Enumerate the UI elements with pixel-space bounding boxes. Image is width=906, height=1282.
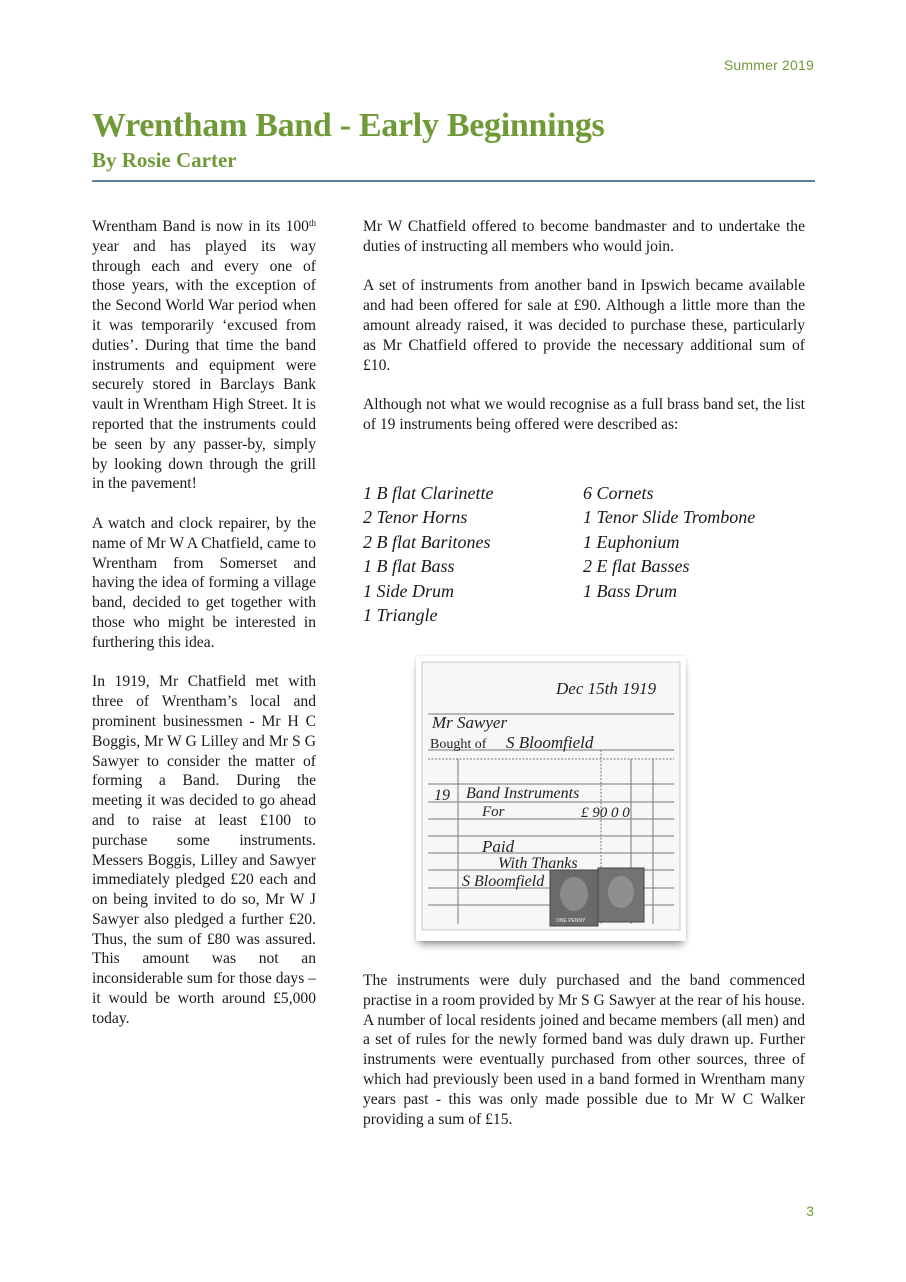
instrument-item: 2 B flat Baritones — [363, 531, 491, 552]
receipt-thanks: With Thanks — [498, 855, 578, 872]
text-fragment: year and has played its way through each and every one of those years, with the exception of the Second World War period when it was temporarily ‘excused from duties’. During that time the band instruments and equipment were securely stored in Barclays Bank vault in Wrentham High Street. It is reported that the instruments could be seen by any passer-by, simply by looking down through the grill in the pavement! — [92, 237, 316, 493]
right-paragraph-1: Mr W Chatfield offered to become bandmaster and to undertake the duties of instructing all members who would join. — [363, 218, 805, 255]
left-paragraph-1 — [92, 217, 316, 494]
left-column — [92, 217, 316, 1048]
postage-stamps — [550, 868, 644, 926]
instrument-item: 1 Tenor Slide Trombone — [583, 507, 756, 528]
left-paragraph-3: In 1919, Mr Chatfield met with three of Wrentham’s local and prominent businessmen - Mr H C Boggis, Mr W G Lilley and Mr S G Sawyer to consider the matter of forming a Band. During the meeting it was decided to go ahead and to raise at least £100 to purchase some instruments. Messers Boggis, Lilley and Sawyer immediately pledged £20 each and on being invited to do so, Mr W J Sawyer also pledged a further £20. Thus, the sum of £80 was assured. This amount was not an inconsiderable sum for those days – it would be worth around £5,000 today. — [92, 673, 316, 1027]
receipt-seller: S Bloomfield — [506, 733, 594, 752]
lower-paragraph: The instruments were duly purchased and the band commenced practise in a room provided by Mr S G Sawyer at the rear of his house. A number of local residents joined and became members (all men) and a set of rules for the newly formed band was duly drawn up. Further instruments were eventually purchased from other sources, three of which had previously been used in a band formed in Wrentham many years past - this was only made possible due to Mr W C Walker providing a sum of £15. — [363, 972, 805, 1128]
instrument-item: 1 Side Drum — [363, 580, 454, 601]
right-paragraph-3: Although not what we would recognise as a full brass band set, the list of 19 instruments being offered were described as: — [363, 396, 805, 433]
instrument-item: 1 Triangle — [363, 605, 438, 626]
text-fragment: Wrentham Band is now in its 100 — [92, 218, 309, 235]
receipt-date: Dec 15th 1919 — [556, 679, 657, 698]
article-title: Wrentham Band - Early Beginnings — [92, 107, 605, 144]
receipt-bought-of-label: Bought of — [430, 737, 487, 752]
instrument-list — [363, 481, 803, 627]
receipt-paid: Paid — [482, 837, 515, 856]
page-number: 3 — [806, 1203, 814, 1219]
receipt-item: Band Instruments — [466, 785, 580, 802]
receipt-for-label: For — [482, 804, 505, 820]
header-divider — [92, 180, 815, 182]
receipt-amount: £ 90 0 0 — [581, 805, 630, 821]
article-byline: By Rosie Carter — [92, 148, 237, 172]
ordinal-suffix: th — [308, 218, 316, 228]
instrument-item: 1 B flat Clarinette — [363, 483, 494, 503]
stamp-text: ONE PENNY — [556, 918, 586, 924]
left-paragraph-2: A watch and clock repairer, by the name of Mr W A Chatfield, came to Wrentham from Somerset and having the idea of forming a village band, decided to get together with those who might be interested in furthering this idea. — [92, 514, 316, 651]
receipt-image — [416, 656, 686, 941]
issue-label: Summer 2019 — [723, 57, 814, 73]
right-paragraph-2: A set of instruments from another band in Ipswich became available and had been offered for sale at £90. Although a little more than the amount already raised, it was decided to purchase these, particularly as Mr Chatfield offered to provide the necessary additional sum of £10. — [363, 277, 805, 374]
right-column — [363, 217, 805, 455]
instrument-item: 2 E flat Basses — [583, 556, 690, 577]
instrument-item: 1 Bass Drum — [583, 580, 678, 601]
receipt-quantity: 19 — [434, 787, 450, 804]
receipt-illustration — [416, 656, 686, 941]
instrument-item: 1 Euphonium — [583, 531, 680, 552]
receipt-signature: S Bloomfield — [462, 873, 545, 890]
instrument-item: 1 B flat Bass — [363, 556, 455, 577]
instrument-item: 2 Tenor Horns — [363, 507, 468, 528]
receipt-recipient: Mr Sawyer — [432, 713, 508, 732]
instrument-item: 6 Cornets — [583, 483, 654, 503]
